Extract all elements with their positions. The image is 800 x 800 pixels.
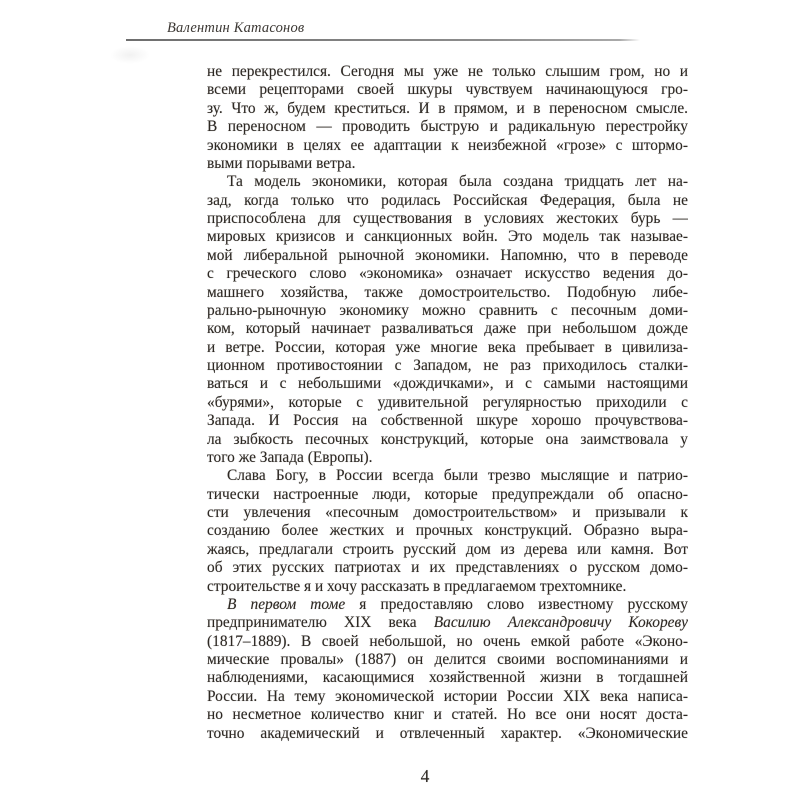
text-run: выми порывами ветра. (207, 154, 356, 172)
text-run: Слава Богу, в России всегда были трезво мыслящие и патрио- (227, 467, 688, 485)
text-line (207, 541, 688, 559)
text-line (207, 651, 688, 669)
text-run: В переносном — проводить быструю и радикальную перестройку (207, 118, 688, 136)
text-line (207, 449, 688, 467)
text-line (207, 81, 688, 99)
text-run: точно академический и отвлеченный характер. «Экономические (207, 724, 688, 742)
text-run: «бурями», которые с удивительной регулярностью приходили с (207, 393, 688, 411)
text-line (207, 596, 688, 614)
text-run: Запада. И Россия на собственной шкуре хорошо прочувствова- (207, 412, 688, 430)
text-run: зу. Что ж, будем креститься. И в прямом, и в переносном смысле. (207, 99, 688, 117)
text-run: ла зыбкость песочных конструкций, которые она заимствовала у (207, 430, 688, 448)
text-run: жаясь, предлагали строить русский дом из дерева или камня. Вот (207, 540, 688, 558)
text-line (207, 192, 688, 210)
text-line (207, 725, 688, 743)
text-run: того же Запада (Европы). (207, 448, 373, 466)
text-line (207, 247, 688, 265)
text-line (207, 320, 688, 338)
text-line (207, 394, 688, 412)
paragraph (207, 596, 688, 743)
text-line (207, 302, 688, 320)
text-run: сти увлечения «песочным домостроительством» и призывали к (207, 504, 688, 521)
text-line (207, 63, 688, 81)
text-run: я предоставляю слово известному русскому (345, 595, 688, 613)
text-line (207, 118, 688, 136)
text-line (207, 137, 688, 155)
text-line (207, 173, 688, 191)
text-run: России. На тему экономической истории России XIX века написа- (207, 687, 688, 705)
italic-run: Василию Александровичу Кокореву (433, 614, 688, 632)
text-run: ком, который начинает разваливаться даже при небольшом дожде (207, 320, 688, 338)
text-run: зад, когда только что родилась Российская Федерация, была не (207, 191, 688, 209)
paragraph (207, 173, 688, 467)
text-run: строительстве я и хочу рассказать в предлагаемом трехтомнике. (207, 577, 627, 595)
page-text (207, 63, 688, 743)
text-run: с греческого слово «экономика» означает искусство ведения до- (207, 265, 688, 283)
page-number: 4 (420, 766, 430, 786)
text-line (207, 578, 688, 596)
text-line (207, 431, 688, 449)
text-run: (1817–1889). В своей небольшой, но очень емкой работе «Эконо- (207, 632, 688, 650)
italic-run: В первом томе (227, 595, 346, 613)
text-line (207, 155, 688, 173)
text-line (207, 284, 688, 302)
text-line (207, 504, 688, 522)
text-line (207, 522, 688, 540)
text-line (207, 357, 688, 375)
text-run: предпринимателю XIX века (207, 614, 434, 632)
text-run: Та модель экономики, которая была создана тридцать лет на- (227, 173, 688, 191)
text-run: рально-рыночную экономику можно сравнить с песочным доми- (207, 301, 688, 319)
text-run: тически настроенные люди, которые предупреждали об опасно- (207, 485, 688, 503)
text-line (207, 688, 688, 706)
text-line (207, 614, 688, 632)
scan-smudge (110, 46, 150, 64)
text-line (207, 412, 688, 430)
text-run: но несметное количество книг и статей. Но все они носят доста- (207, 706, 688, 724)
text-run: наблюдениями, касающимися хозяйственной жизни в тогдашней (207, 669, 688, 687)
text-line (207, 375, 688, 393)
text-line (207, 100, 688, 118)
text-run: ваться и с небольшими «дождичками», и с самыми настоящими (207, 375, 688, 393)
text-line (207, 210, 688, 228)
text-run: мические провалы» (1887) он делится своими воспоминаниями и (207, 651, 688, 668)
running-header-author: Валентин Катасонов (167, 20, 305, 36)
text-run: экономики в целях ее адаптации к неизбежной «грозе» с штормо- (207, 136, 688, 154)
text-line (207, 228, 688, 246)
text-run: созданию более жестких и прочных конструкций. Образно выра- (207, 522, 688, 540)
text-line (207, 339, 688, 357)
header-rule (126, 39, 640, 41)
text-line (207, 706, 688, 724)
text-run: всеми рецепторами своей шкуры чувствуем начинающуюся гро- (207, 81, 688, 99)
text-run: приспособлена для существования в условиях жестоких бурь — (207, 210, 688, 227)
text-line (207, 265, 688, 283)
text-line (207, 669, 688, 687)
text-line (207, 633, 688, 651)
text-run: и ветре. России, которая уже многие века пребывает в цивилиза- (207, 338, 688, 356)
text-run: мировых кризисов и санкционных войн. Это модель так называе- (207, 228, 688, 246)
text-run: машнего хозяйства, также домостроительство. Подобную либе- (207, 283, 688, 301)
text-line (207, 467, 688, 485)
text-run: ционном противостоянии с Западом, не раз приходилось сталки- (207, 357, 688, 374)
text-run: об этих русских патриотах и их представлениях о русском домо- (207, 559, 688, 577)
text-line (207, 559, 688, 577)
text-line (207, 486, 688, 504)
paragraph (207, 467, 688, 596)
text-run: мой либеральной рыночной экономики. Напомню, что в переводе (207, 246, 688, 264)
paragraph (207, 63, 688, 173)
text-run: не перекрестился. Сегодня мы уже не только слышим гром, но и (207, 63, 688, 80)
